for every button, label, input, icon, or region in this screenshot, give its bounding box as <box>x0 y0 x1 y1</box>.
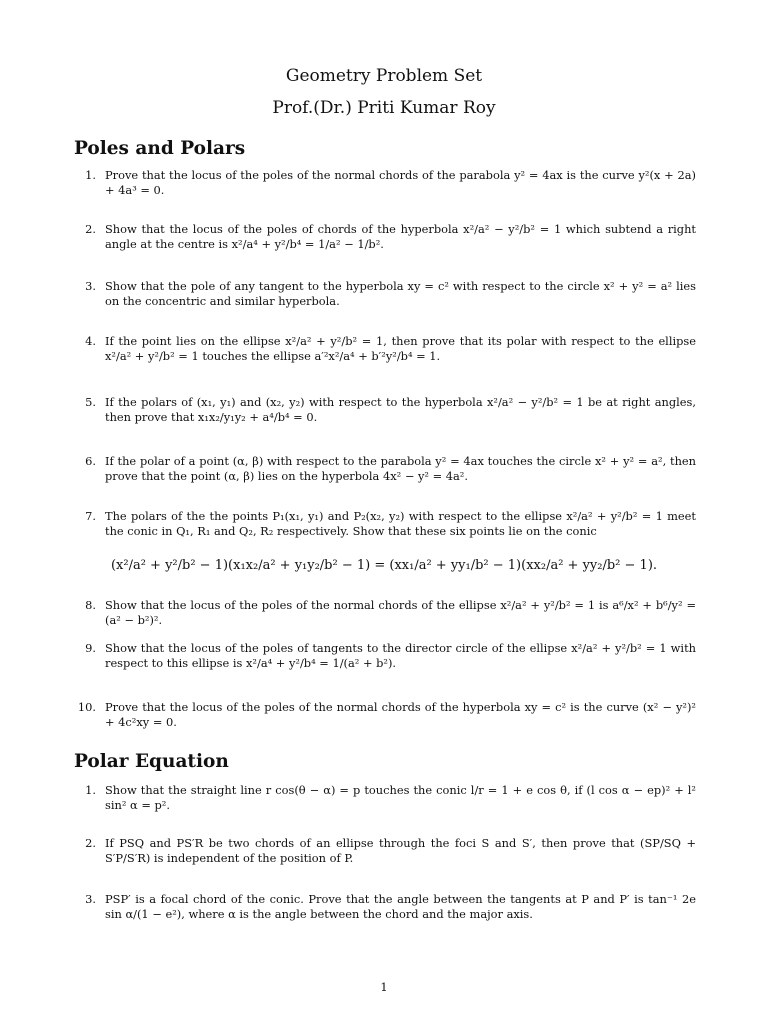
problem-number: 6. <box>85 454 96 468</box>
problem-item <box>74 598 696 628</box>
author-line: Prof.(Dr.) Priti Kumar Roy <box>272 98 496 118</box>
problem-text: If the polar of a point (α, β) with respect to the parabola y² = 4ax touches the circle x² + y² = a², then prove that the point (α, β) lies on the hyperbola 4x² − y² = 4a². <box>105 454 696 483</box>
problem-number: 9. <box>85 641 96 655</box>
problem-item <box>74 279 696 309</box>
problem-text: If the point lies on the ellipse x²/a² + y²/b² = 1, then prove that its polar with respect to the ellipse x²/a² + y²/b² = 1 touches the ellipse a′²x²/a⁴ + b′²y²/b⁴ = 1. <box>105 334 696 363</box>
problem-item <box>74 509 696 539</box>
problem-text: If PSQ and PS′R be two chords of an ellipse through the foci S and S′, then prove that (SP/SQ + S′P/S′R) is independent of the position of P. <box>105 836 696 865</box>
problem-text: Prove that the locus of the poles of the normal chords of the hyperbola xy = c² is the curve (x² − y²)² + 4c²xy = 0. <box>105 700 696 729</box>
problem-number: 2. <box>85 222 96 236</box>
problem-number: 7. <box>85 509 96 523</box>
problem-item <box>74 454 696 484</box>
problem-text: PSP′ is a focal chord of the conic. Prove that the angle between the tangents at P and P′ is tan⁻¹ 2e sin α/(1 − e²), where α is the angle between the chord and the major axis. <box>105 892 696 921</box>
problem-item <box>74 783 696 813</box>
page-number: 1 <box>380 980 388 994</box>
problem-text: Show that the straight line r cos(θ − α) = p touches the conic l/r = 1 + e cos θ, if (l cos α − ep)² + l² sin² α = p². <box>105 783 696 812</box>
problem-item <box>74 395 696 425</box>
problem-text: Show that the pole of any tangent to the hyperbola xy = c² with respect to the circle x² + y² = a² lies on the concentric and similar hyperbola. <box>105 279 696 308</box>
problem-text: The polars of the the points P₁(x₁, y₁) and P₂(x₂, y₂) with respect to the ellipse x²/a² + y²/b² = 1 meet the conic in Q₁, R₁ and Q₂, R₂ respectively. Show that these six points lie on the conic <box>105 509 696 538</box>
display-equation: (x²/a² + y²/b² − 1)(x₁x₂/a² + y₁y₂/b² − 1) = (xx₁/a² + yy₁/b² − 1)(xx₂/a² + yy₂/b² − 1). <box>110 558 658 573</box>
problem-number: 1. <box>85 168 96 182</box>
problem-text: Show that the locus of the poles of the normal chords of the ellipse x²/a² + y²/b² = 1 is a⁶/x² + b⁶/y² = (a² − b²)². <box>105 598 696 627</box>
problem-text: Prove that the locus of the poles of the normal chords of the parabola y² = 4ax is the curve y²(x + 2a) + 4a³ = 0. <box>105 168 696 197</box>
problem-number: 8. <box>85 598 96 612</box>
section-heading-polar-equation: Polar Equation <box>74 751 229 772</box>
problem-item <box>74 700 696 730</box>
problem-text: Show that the locus of the poles of tangents to the director circle of the ellipse x²/a² + y²/b² = 1 with respect to this ellipse is x²/a⁴ + y²/b⁴ = 1/(a² + b²). <box>105 641 696 670</box>
problem-item <box>74 641 696 671</box>
problem-item <box>74 892 696 922</box>
problem-item <box>74 334 696 364</box>
problem-number: 4. <box>85 334 96 348</box>
section-heading-poles-and-polars: Poles and Polars <box>74 138 246 159</box>
problem-text: Show that the locus of the poles of chords of the hyperbola x²/a² − y²/b² = 1 which subtend a right angle at the centre is x²/a⁴ + y²/b⁴ = 1/a² − 1/b². <box>105 222 696 251</box>
problem-item <box>74 168 696 198</box>
problem-number: 10. <box>77 700 96 714</box>
problem-number: 1. <box>85 783 96 797</box>
problem-text: If the polars of (x₁, y₁) and (x₂, y₂) with respect to the hyperbola x²/a² − y²/b² = 1 be at right angles, then prove that x₁x₂/y₁y₂ + a⁴/b⁴ = 0. <box>105 395 696 424</box>
problem-number: 3. <box>85 279 96 293</box>
document-title: Geometry Problem Set <box>285 66 483 86</box>
problem-number: 3. <box>85 892 96 906</box>
problem-item <box>74 836 696 866</box>
problem-number: 2. <box>85 836 96 850</box>
problem-item <box>74 222 696 252</box>
problem-number: 5. <box>85 395 96 409</box>
